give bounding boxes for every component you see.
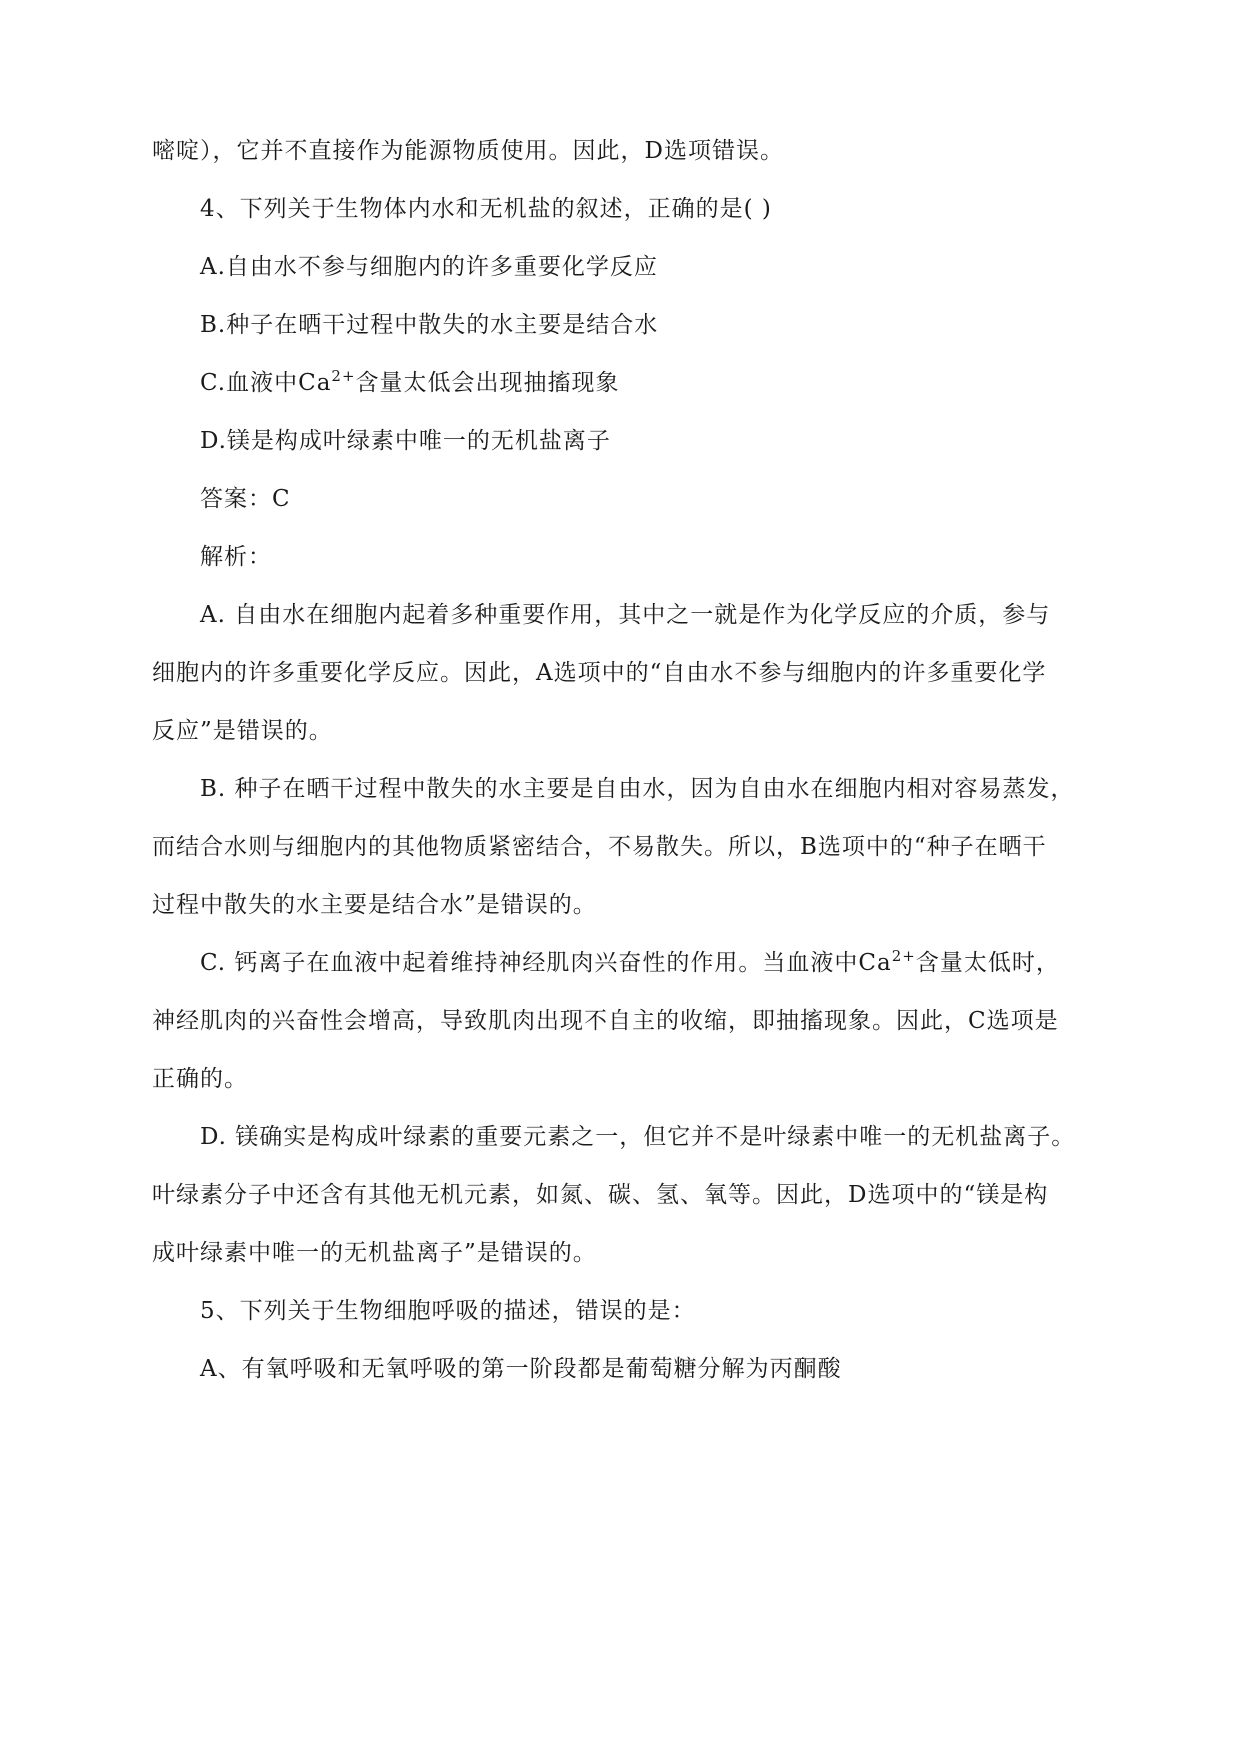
analysis-a-line-2: 细胞内的许多重要化学反应。因此，A选项中的“自由水不参与细胞内的许多重要化学 bbox=[152, 660, 1047, 686]
analysis-a-line-3: 反应”是错误的。 bbox=[152, 718, 333, 744]
calcium-charge-superscript: 2+ bbox=[331, 367, 356, 385]
paragraph-line: 嘧啶），它并不直接作为能源物质使用。因此，D选项错误。 bbox=[152, 138, 784, 164]
analysis-b-line-2: 而结合水则与细胞内的其他物质紧密结合，不易散失。所以，B选项中的“种子在晒干 bbox=[152, 834, 1047, 860]
question-5-stem: 5、下列关于生物细胞呼吸的描述，错误的是： bbox=[200, 1298, 696, 1324]
analysis-c-line-3: 正确的。 bbox=[152, 1066, 248, 1092]
analysis-c-text-end: 含量太低时， bbox=[915, 950, 1060, 976]
question-4-stem: 4、下列关于生物体内水和无机盐的叙述，正确的是( ) bbox=[200, 196, 772, 222]
question-5-option-a: A、有氧呼吸和无氧呼吸的第一阶段都是葡萄糖分解为丙酮酸 bbox=[200, 1356, 842, 1382]
analysis-d-line-1: D. 镁确实是构成叶绿素的重要元素之一，但它并不是叶绿素中唯一的无机盐离子。 bbox=[200, 1124, 1076, 1150]
calcium-charge-superscript: 2+ bbox=[891, 947, 916, 965]
analysis-d-line-2: 叶绿素分子中还含有其他无机元素，如氮、碳、氢、氧等。因此，D选项中的“镁是构 bbox=[152, 1182, 1049, 1208]
analysis-c-line-1 bbox=[200, 947, 1140, 979]
analysis-b-line-3: 过程中散失的水主要是结合水”是错误的。 bbox=[152, 892, 597, 918]
question-4-option-b: B.种子在晒干过程中散失的水主要是结合水 bbox=[200, 312, 659, 338]
option-c-text-end: 含量太低会出现抽搐现象 bbox=[355, 370, 620, 396]
analysis-c-line-2: 神经肌肉的兴奋性会增高，导致肌肉出现不自主的收缩，即抽搐现象。因此，C选项是 bbox=[152, 1008, 1059, 1034]
analysis-d-line-3: 成叶绿素中唯一的无机盐离子”是错误的。 bbox=[152, 1240, 597, 1266]
question-4-option-c bbox=[200, 367, 1140, 399]
analysis-heading: 解析： bbox=[200, 544, 272, 570]
question-4-option-d: D.镁是构成叶绿素中唯一的无机盐离子 bbox=[200, 428, 611, 454]
option-c-text-start: C.血液中Ca bbox=[200, 370, 332, 396]
question-4-option-a: A.自由水不参与细胞内的许多重要化学反应 bbox=[200, 254, 658, 280]
analysis-a-line-1: A. 自由水在细胞内起着多种重要作用，其中之一就是作为化学反应的介质，参与 bbox=[200, 602, 1051, 628]
analysis-c-text-start: C. 钙离子在血液中起着维持神经肌肉兴奋性的作用。当血液中Ca bbox=[200, 950, 892, 976]
analysis-b-line-1: B. 种子在晒干过程中散失的水主要是自由水，因为自由水在细胞内相对容易蒸发， bbox=[200, 776, 1075, 802]
answer-line: 答案：C bbox=[200, 486, 291, 512]
